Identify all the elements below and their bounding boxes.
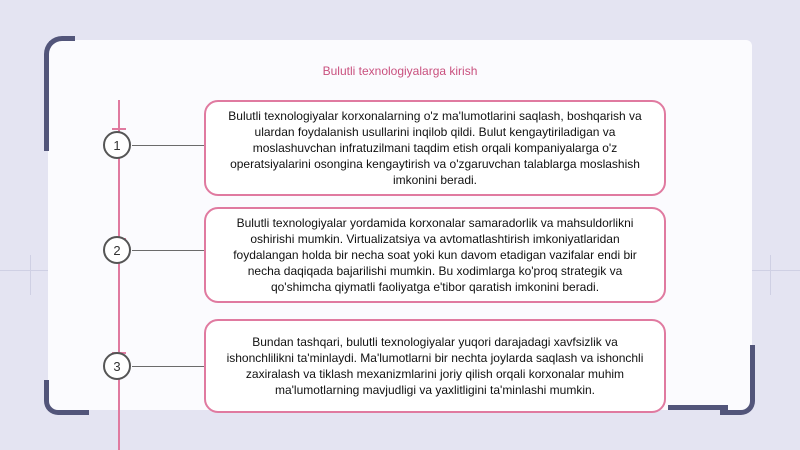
step-connector [132,145,204,146]
step-card [204,100,666,196]
step-text: Bundan tashqari, bulutli texnologiyalar yuqori darajadagi xavfsizlik va ishonchlilikni ta'minlaydi. Ma'lumotlarni bir nechta joylarda saqlash va ishonchli zaxiralash va tiklash mexanizmlarini joriy qilish orqali korxonalar muhim ma'lumotlarning mavjudligi va yaxlitligini ta'minlashi mumkin. [226,335,644,397]
corner-bracket-decoration [44,36,75,151]
step-card [204,319,666,413]
step-number-badge [103,131,131,159]
corner-bracket-decoration [668,405,728,410]
step-number: 3 [113,358,121,374]
step-text: Bulutli texnologiyalar korxonalarning o'z ma'lumotlarini saqlash, boshqarish va ulardan foydalanish usullarini inqilob qildi. Bulut kengaytiriladigan va moslashuvchan infratuzilmani taqdim etish orqali kompaniyalarga o'z operatsiyalarini osongina kengaytirish va o'zgaruvchan talablarga moslashish imkonini beradi. [228,109,642,187]
step-number-badge [103,352,131,380]
background-guide-line [30,255,31,295]
step-connector [132,366,204,367]
step-connector [132,250,204,251]
step-text: Bulutli texnologiyalar yordamida korxonalar samaradorlik va mahsuldorlikni oshirishi mumkin. Virtualizatsiya va avtomatlashtirish imkoniyatlaridan foydalangan holda bir necha soat yoki kun davom etadigan vazifalar endi bir necha daqiqada bajarilishi mumkin. Bu xodimlarga ko'proq strategik va qo'shimcha qiymatli faoliyatga e'tibor qaratish imkonini beradi. [233,216,637,294]
step-card [204,207,666,303]
step-number-badge [103,236,131,264]
step-number: 1 [113,137,121,153]
corner-bracket-decoration [44,380,89,415]
step-number: 2 [113,242,121,258]
background-guide-line [770,255,771,295]
timeline-tick [112,128,126,130]
slide-title: Bulutli texnologiyalarga kirish [322,64,478,78]
